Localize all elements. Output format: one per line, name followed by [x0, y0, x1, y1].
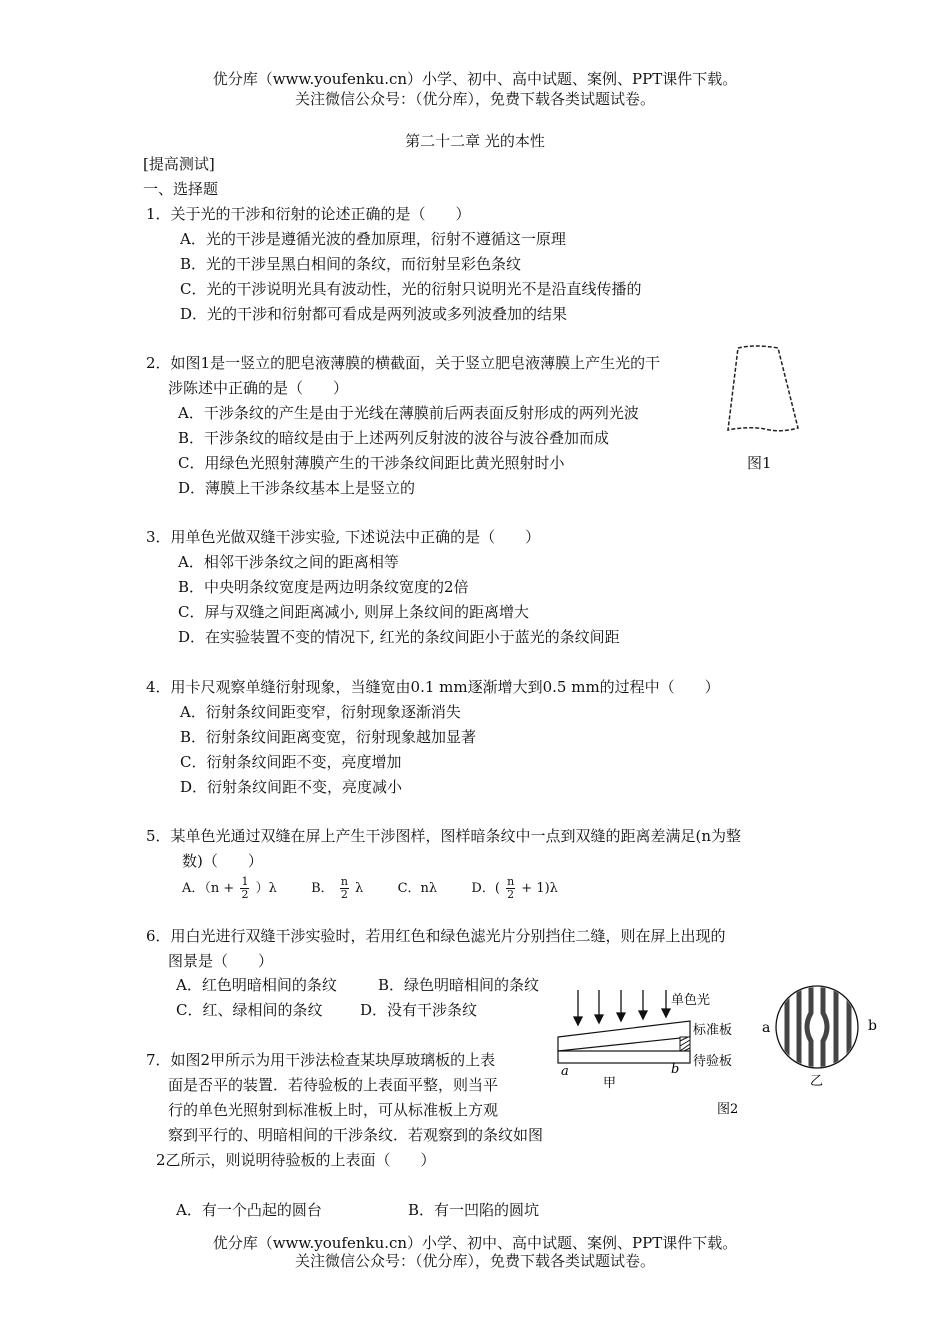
section-heading: 一、选择题	[143, 180, 219, 198]
q3-option-c: C．屏与双缝之间距离减小, 则屏上条纹间的距离增大	[178, 603, 530, 621]
q2-option-c: C．用绿色光照射薄膜产生的干涉条纹间距比黄光照射时小	[178, 454, 565, 472]
monochrome-light-arrows	[574, 990, 670, 1025]
fig-test-label: 待验板	[693, 1054, 733, 1069]
q5-option-b: B． $\frac{n}{2}$ λ	[311, 875, 364, 901]
fraction-n-half: $\frac{n}{2}$	[340, 875, 348, 901]
q2-stem-line-2: 涉陈述中正确的是（ ）	[168, 379, 349, 397]
q7-option-a: A．有一个凸起的圆台	[176, 1201, 322, 1219]
fraction-n-half: $\frac{n}{2}$	[507, 875, 515, 901]
q3-option-b: B．中央明条纹宽度是两边明条纹宽度的2倍	[178, 578, 469, 596]
figure-1-soap-film	[720, 340, 810, 440]
q6-option-d: D．没有干涉条纹	[360, 1001, 478, 1019]
header-line-2: 关注微信公众号：（优分库），免费下载各类试题试卷。	[294, 90, 655, 108]
q7-stem-line-3: 行的单色光照射到标准板上时，可从标准板上方观	[168, 1101, 499, 1119]
q4-option-c: C．衍射条纹间距不变，亮度增加	[180, 753, 402, 771]
section-tag: [提高测试]	[143, 155, 215, 173]
q4-option-b: B．衍射条纹间距离变宽，衍射现象越加显著	[180, 728, 477, 746]
q5-stem-line-1: 5．某单色光通过双缝在屏上产生干涉图样，图样暗条纹中一点到双缝的距离差满足(n为整	[146, 827, 742, 845]
q5-options-row	[182, 876, 558, 901]
fig-a-small: a	[561, 1064, 569, 1079]
fig-yi: 乙	[810, 1074, 824, 1089]
q6-stem-line-2: 图景是（ ）	[168, 952, 274, 970]
q6-option-b: B．绿色明暗相间的条纹	[378, 976, 540, 994]
q7-stem-line-5: 2乙所示，则说明待验板的上表面（ ）	[156, 1151, 436, 1169]
q7-stem-line-4: 察到平行的、明暗相间的干涉条纹．若观察到的条纹如图	[168, 1126, 544, 1144]
fig-b-small: b	[671, 1062, 680, 1077]
q4-option-d: D．衍射条纹间距不变，亮度减小	[180, 778, 403, 796]
q2-option-d: D．薄膜上干涉条纹基本上是竖立的	[178, 479, 416, 497]
fig-monochrome-label: 单色光	[671, 993, 711, 1008]
q6-option-c: C．红、绿相间的条纹	[176, 1001, 323, 1019]
q1-option-a: A．光的干涉是遵循光波的叠加原理，衍射不遵循这一原理	[180, 230, 566, 248]
chapter-title: 第二十二章 光的本性	[405, 132, 545, 150]
figure-1-label: 图1	[747, 454, 772, 472]
q5-option-c: C．nλ	[397, 881, 438, 896]
fig-b-label: b	[868, 1018, 877, 1034]
fig-a-label: a	[762, 1020, 771, 1036]
q7-option-b: B．有一凹陷的圆坑	[408, 1201, 540, 1219]
q4-stem: 4．用卡尺观察单缝衍射现象，当缝宽由0.1 mm逐渐增大到0.5 mm的过程中（ ）	[146, 678, 720, 696]
figure-2	[555, 985, 895, 1115]
q1-option-d: D．光的干涉和衍射都可看成是两列波或多列波叠加的结果	[180, 305, 568, 323]
header-line-1: 优分库（www.youfenku.cn）小学、初中、高中试题、案例、PPT课件下载。	[212, 70, 738, 88]
footer-line-2: 关注微信公众号：（优分库），免费下载各类试题试卷。	[294, 1252, 655, 1270]
q5-option-a: A．（n + $\frac{1}{2}$ ）λ	[182, 875, 277, 901]
q1-stem: 1．关于光的干涉和衍射的论述正确的是（ ）	[146, 205, 471, 223]
fig-standard-label: 标准板	[693, 1023, 733, 1038]
q3-stem: 3．用单色光做双缝干涉实验, 下述说法中正确的是（ ）	[146, 528, 541, 546]
figure-2-label: 图2	[717, 1102, 739, 1115]
fraction-one-half: $\frac{1}{2}$	[241, 875, 249, 901]
q5-stem-line-2: 数)（ ）	[182, 852, 263, 870]
q6-stem-line-1: 6．用白光进行双缝干涉实验时，若用红色和绿色滤光片分别挡住二缝，则在屏上出现的	[146, 927, 726, 945]
q3-option-a: A．相邻干涉条纹之间的距离相等	[178, 553, 399, 571]
q7-stem-line-2: 面是否平的装置．若待验板的上表面平整，则当平	[168, 1076, 499, 1094]
q2-option-a: A．干涉条纹的产生是由于光线在薄膜前后两表面反射形成的两列光波	[178, 404, 639, 422]
q1-option-b: B．光的干涉呈黑白相间的条纹，而衍射呈彩色条纹	[180, 255, 522, 273]
q2-option-b: B．干涉条纹的暗纹是由于上述两列反射波的波谷与波谷叠加而成	[178, 429, 610, 447]
q3-option-d: D．在实验装置不变的情况下, 红光的条纹间距小于蓝光的条纹间距	[178, 628, 620, 646]
q7-stem-line-1: 7．如图2甲所示为用干涉法检查某块厚玻璃板的上表	[146, 1051, 496, 1069]
fig-jia: 甲	[603, 1076, 617, 1091]
q2-stem-line-1: 2．如图1是一竖立的肥皂液薄膜的横截面，关于竖立肥皂液薄膜上产生光的干	[146, 354, 661, 372]
fringe-pattern-view	[776, 985, 858, 1075]
q1-option-c: C．光的干涉说明光具有波动性，光的衍射只说明光不是沿直线传播的	[180, 280, 642, 298]
footer-line-1: 优分库（www.youfenku.cn）小学、初中、高中试题、案例、PPT课件下载。	[212, 1234, 738, 1252]
q5-option-d: D．( $\frac{n}{2}$ + 1)λ	[471, 875, 558, 901]
q4-option-a: A．衍射条纹间距变窄，衍射现象逐渐消失	[180, 703, 461, 721]
q6-option-a: A．红色明暗相间的条纹	[176, 976, 337, 994]
